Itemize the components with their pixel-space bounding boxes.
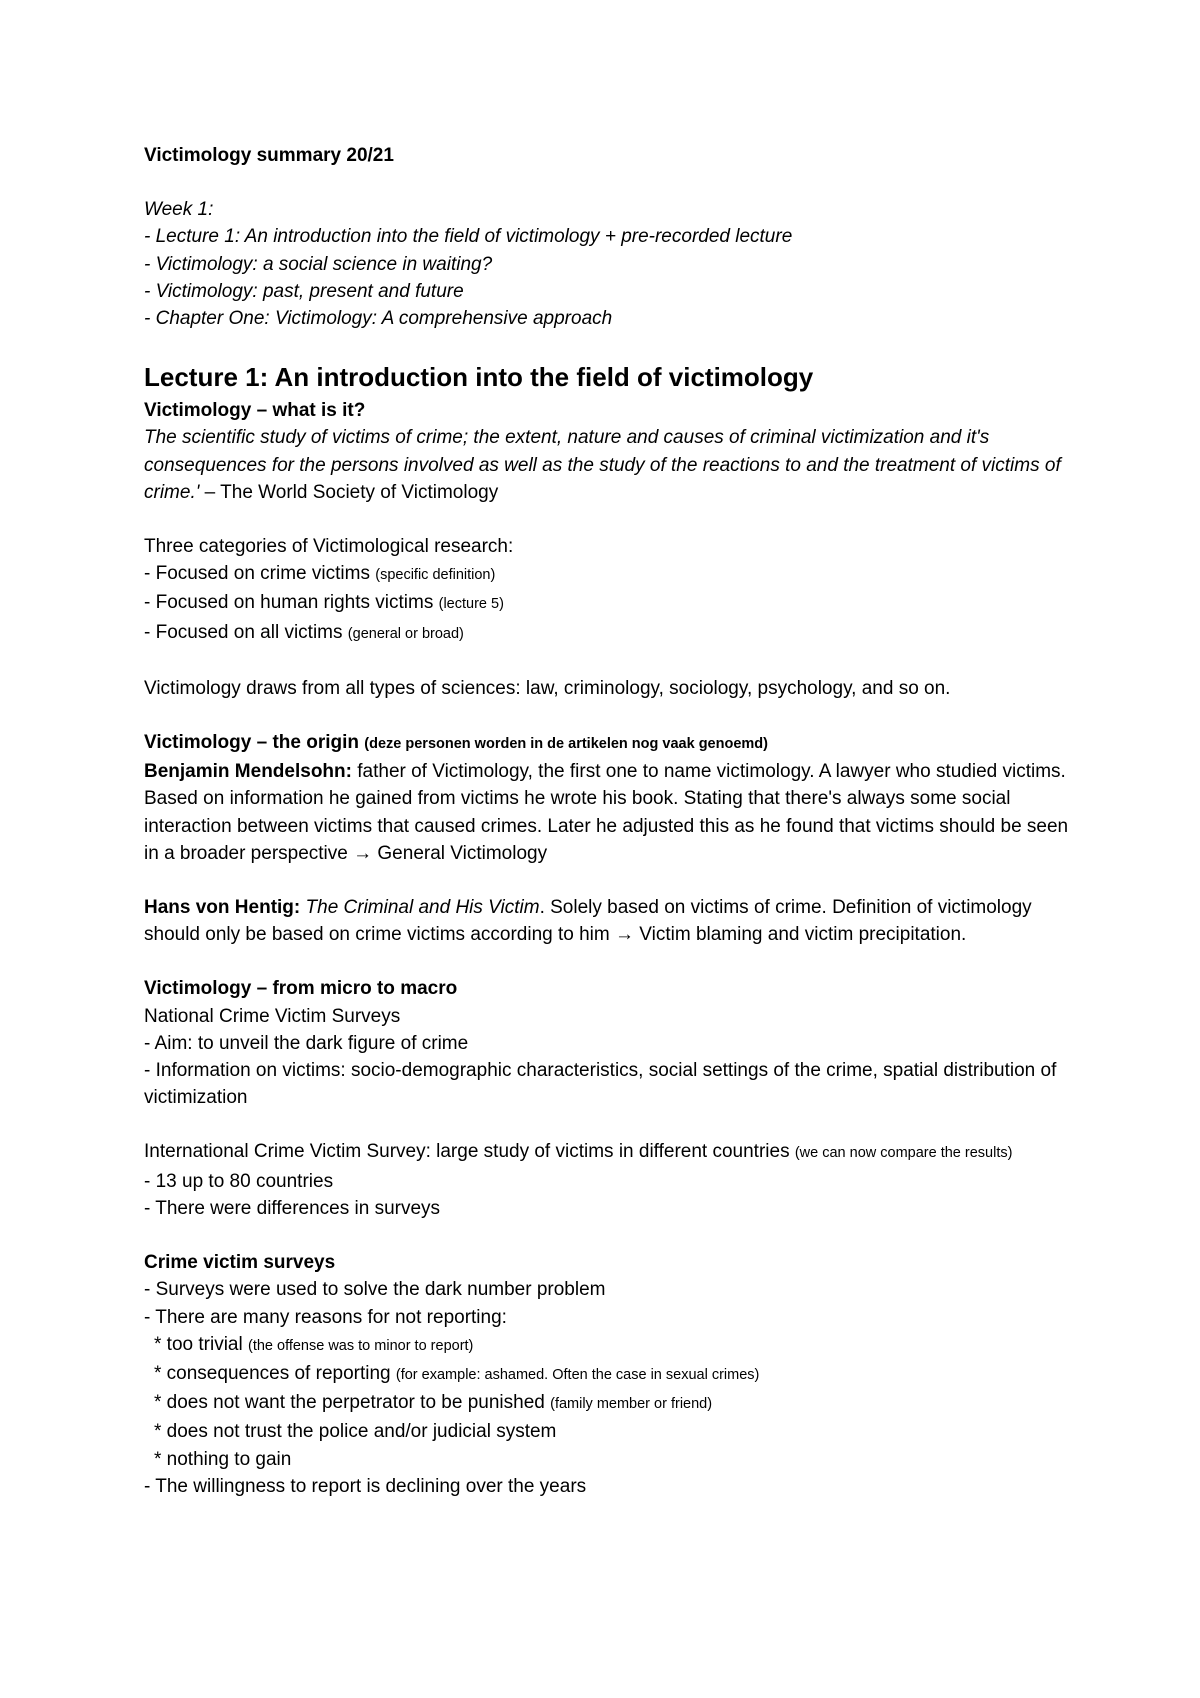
origin-heading: Victimology – the origin (deze personen worden in de artikelen nog vaak genoemd) xyxy=(144,732,768,754)
week-item: - Victimology: past, present and future xyxy=(144,280,464,302)
reason-item: * does not want the perpetrator to be punished (family member or friend) xyxy=(154,1392,713,1414)
surveys-heading: Crime victim surveys xyxy=(144,1252,336,1274)
definition-source: – The World Society of Victimology xyxy=(199,481,499,503)
category-item: - Focused on crime victims (specific definition) xyxy=(144,563,496,585)
list-item: - There were differences in surveys xyxy=(144,1197,441,1219)
reason-item: * consequences of reporting (for example: ashamed. Often the case in sexual crimes) xyxy=(154,1362,760,1384)
what-is-it-heading: Victimology – what is it? xyxy=(144,400,366,422)
draws-from-paragraph: Victimology draws from all types of sciences: law, criminology, sociology, psychology, and so on. xyxy=(144,677,951,699)
hentig-paragraph: Hans von Hentig: The Criminal and His Victim. Solely based on victims of crime. Definition of victimology should only be based on crime victims according to him → Victim blaming and victim precipitation. xyxy=(144,897,1032,946)
list-item: - Aim: to unveil the dark figure of crime xyxy=(144,1032,469,1054)
week-item: - Chapter One: Victimology: A comprehensive approach xyxy=(144,308,613,330)
category-item: - Focused on human rights victims (lecture 5) xyxy=(144,592,504,614)
list-item: - 13 up to 80 countries xyxy=(144,1170,334,1192)
definition-text: The scientific study of victims of crime; the extent, nature and causes of criminal victimization and it's consequences for the persons involved as well as the study of the reactions to and the treatment of victims of crime.' xyxy=(144,427,1061,503)
list-item: - There are many reasons for not reporting: xyxy=(144,1306,507,1328)
arrow-right-icon: → xyxy=(615,924,635,946)
week-item: - Victimology: a social science in waiting? xyxy=(144,253,493,275)
week-label: Week 1: xyxy=(144,199,214,221)
list-item: - Surveys were used to solve the dark number problem xyxy=(144,1279,606,1301)
lecture-heading: Lecture 1: An introduction into the field of victimology xyxy=(144,362,814,393)
reason-item: * nothing to gain xyxy=(154,1448,292,1470)
mendelsohn-paragraph: Benjamin Mendelsohn: father of Victimology, the first one to name victimology. A lawyer who studied victims. Based on information he gained from victims he wrote his book. Stating that there's always some social interaction between victims that caused crimes. Later he adjusted this as he found that victims should be seen in a broader perspective → General Victimology xyxy=(144,761,1069,864)
document-title: Victimology summary 20/21 xyxy=(144,145,394,166)
micro-macro-sub: National Crime Victim Surveys xyxy=(144,1005,401,1027)
list-item: - Information on victims: socio-demographic characteristics, social settings of the crime, spatial distribution of victimization xyxy=(144,1060,1057,1109)
micro-macro-heading: Victimology – from micro to macro xyxy=(144,978,458,1000)
reason-item: * too trivial (the offense was to minor to report) xyxy=(154,1333,474,1355)
definition-paragraph xyxy=(144,424,1084,506)
icvs-paragraph: International Crime Victim Survey: large study of victims in different countries (we can now compare the results) xyxy=(144,1141,1013,1163)
list-item: - The willingness to report is declining over the years xyxy=(144,1475,587,1497)
reason-item: * does not trust the police and/or judicial system xyxy=(154,1421,557,1443)
document-content xyxy=(144,142,1084,1500)
categories-intro: Three categories of Victimological research: xyxy=(144,536,514,558)
week-item: - Lecture 1: An introduction into the field of victimology + pre-recorded lecture xyxy=(144,226,793,248)
category-item: - Focused on all victims (general or broad) xyxy=(144,621,464,643)
arrow-right-icon: → xyxy=(353,842,373,864)
